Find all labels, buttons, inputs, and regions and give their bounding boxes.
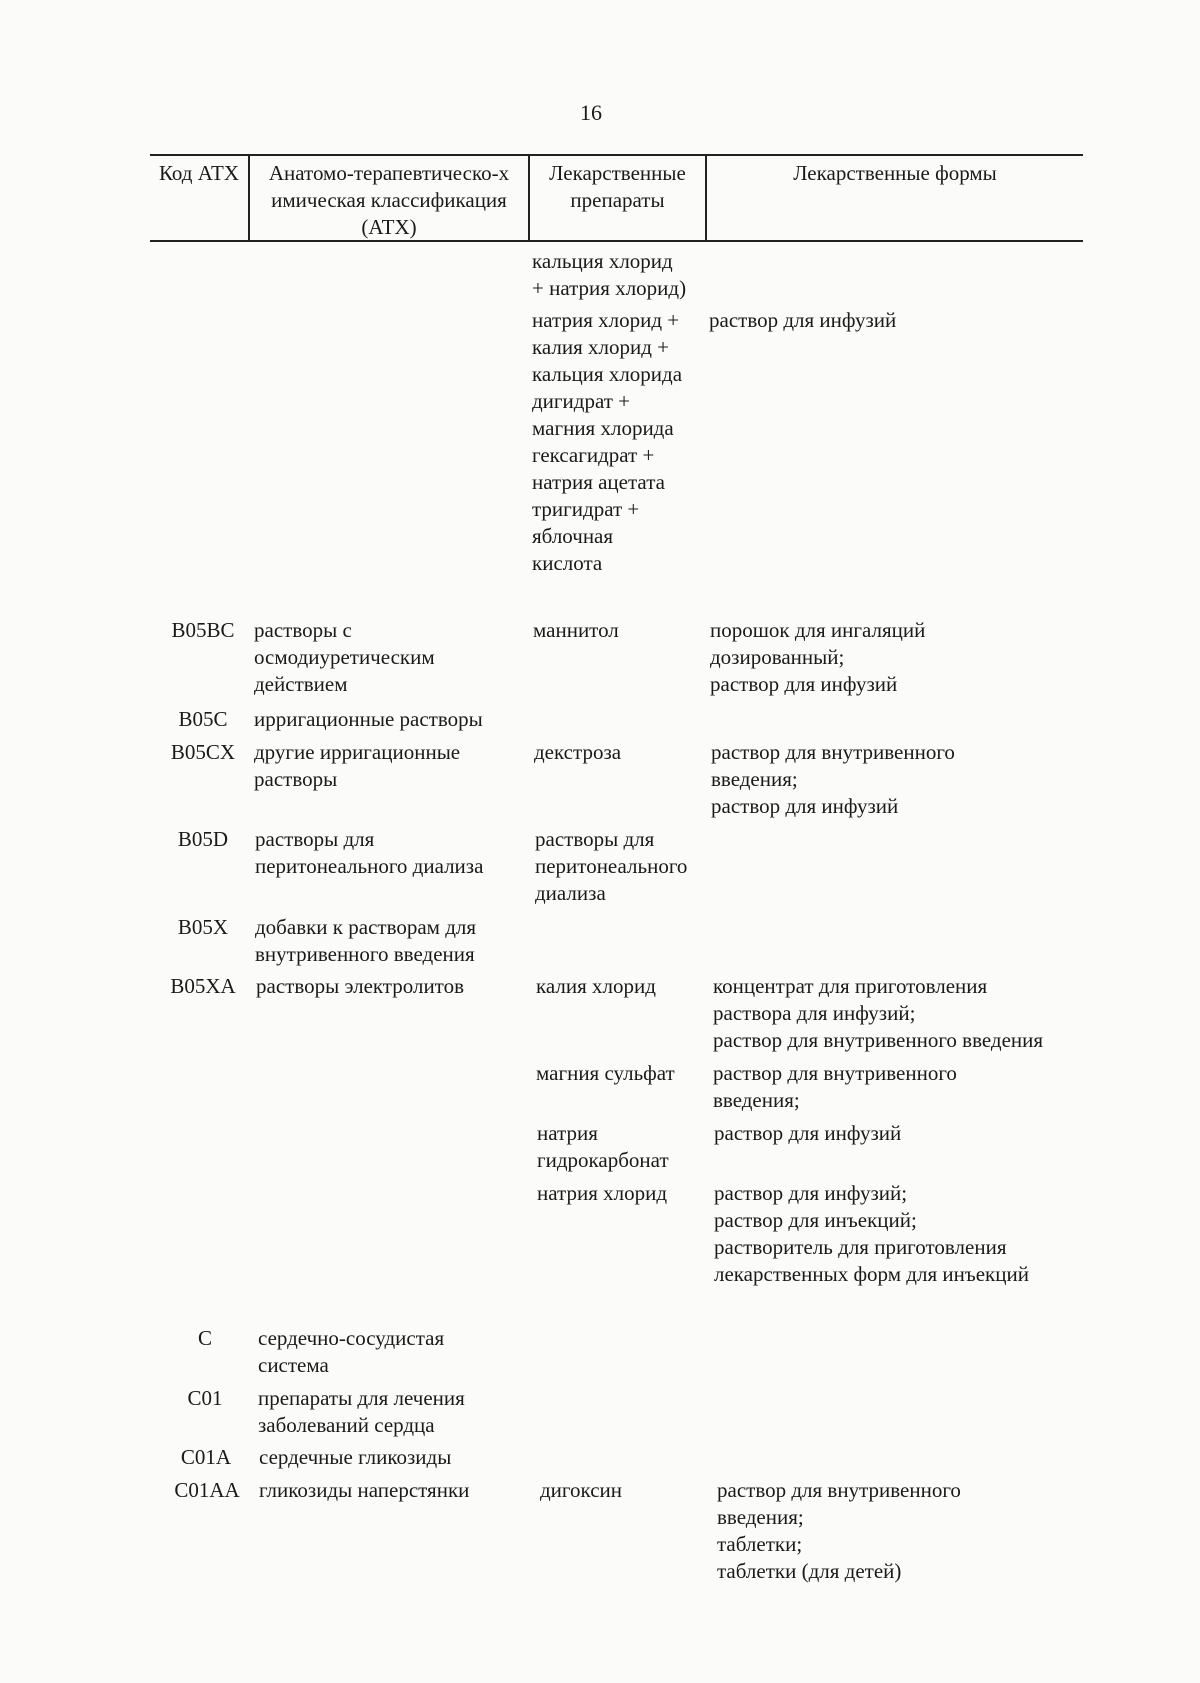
table-cell-drug: натрия гидрокарбонат — [537, 1121, 669, 1172]
table-cell-code: B05X — [177, 915, 229, 939]
table-cell-code: B05BC — [171, 618, 235, 642]
table-cell-name: растворы с осмодиуретическим действием — [254, 618, 435, 696]
table-cell-code: C — [197, 1326, 212, 1350]
table-cell-name: гликозиды наперстянки — [259, 1478, 470, 1502]
table-cell-drug: натрия хлорид + калия хлорид + кальция хлорида дигидрат + магния хлорида гексагидрат + натрия ацетата тригидрат + яблочная кислота — [532, 308, 683, 575]
table-cell-drug: калия хлорид — [536, 974, 656, 998]
table-cell-code: C01A — [180, 1445, 232, 1469]
table-cell-name: добавки к растворам для внутривенного введения — [255, 915, 477, 966]
table-top-rule — [150, 154, 1083, 156]
table-cell-drug: натрия хлорид — [537, 1181, 667, 1205]
table-cell-drug: дигоксин — [540, 1478, 622, 1502]
table-cell-drug: магния сульфат — [536, 1061, 675, 1085]
table-cell-forms: раствор для инфузий; раствор для инъекций; растворитель для приготовления лекарственных форм для инъекций — [714, 1181, 1029, 1286]
table-cell-name: препараты для лечения заболеваний сердца — [258, 1386, 465, 1437]
table-cell-forms: раствор для внутривенного введения; таблетки; таблетки (для детей) — [717, 1478, 961, 1583]
header-code: Код АТХ — [158, 161, 240, 185]
table-cell-forms: порошок для ингаляций дозированный; раствор для инфузий — [710, 618, 926, 696]
table-cell-drug: маннитол — [533, 618, 619, 642]
table-cell-drug: декстроза — [534, 740, 622, 764]
table-cell-forms: раствор для инфузий — [714, 1121, 902, 1145]
table-cell-drug: растворы для перитонеального диализа — [535, 827, 688, 905]
table-cell-drug: кальция хлорид + натрия хлорид) — [532, 249, 687, 300]
table-cell-name: ирригационные растворы — [254, 707, 483, 731]
table-cell-forms: раствор для внутривенного введения; — [713, 1061, 957, 1112]
table-cell-code: B05D — [177, 827, 229, 851]
table-cell-name: растворы для перитонеального диализа — [255, 827, 484, 878]
table-cell-code: B05CX — [170, 740, 236, 764]
table-cell-code: B05C — [178, 707, 228, 731]
header-drugs: Лекарственные препараты — [549, 161, 686, 212]
table-cell-name: сердечные гликозиды — [259, 1445, 452, 1469]
table-cell-forms: концентрат для приготовления раствора для инфузий; раствор для внутривенного введения — [713, 974, 1044, 1052]
table-cell-name: растворы электролитов — [256, 974, 465, 998]
table-cell-forms: раствор для внутривенного введения; раствор для инфузий — [711, 740, 955, 818]
table-cell-code: C01AA — [174, 1478, 240, 1502]
table-cell-name: сердечно-сосудистая система — [258, 1326, 445, 1377]
table-cell-code: C01 — [187, 1386, 223, 1410]
table-cell-forms: раствор для инфузий — [709, 308, 897, 332]
page-number: 16 — [580, 100, 602, 125]
table-cell-name: другие ирригационные растворы — [254, 740, 461, 791]
table-cell-code: B05XA — [170, 974, 236, 998]
header-classification: Анатомо-терапевтическо-х имическая классификация (АТХ) — [268, 161, 510, 239]
header-forms: Лекарственные формы — [793, 161, 997, 185]
